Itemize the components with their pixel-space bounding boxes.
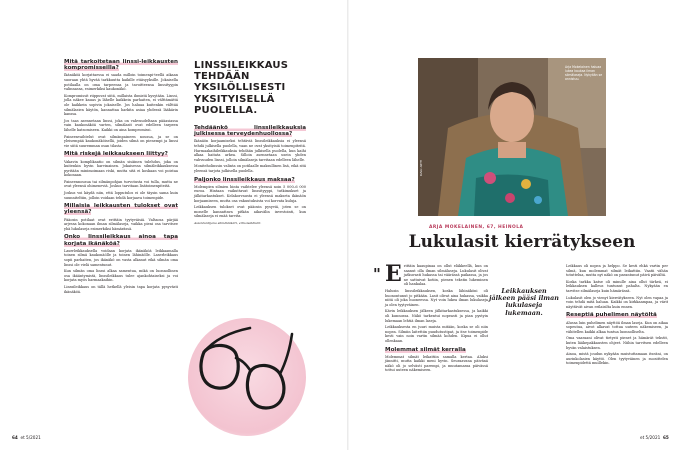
left-column-2	[194, 122, 306, 227]
portrait-photo	[418, 58, 606, 216]
photo-caption: Arja Mokelainen haluaa lukea kaukaa ilman silmälaseja. Nykyään se onnistuu.	[565, 65, 603, 81]
body-paragraph: Paineennousua tai silmänpohjan turvotusta voi tulla, mutta ne ovat yleensä ohimeneviä. Joskus tarvitaan lisätoimenpiteitä.	[64, 179, 178, 189]
subheading	[385, 347, 488, 353]
subheading	[64, 203, 178, 215]
subheading-text: Reseptiä puhelimen näytöltä	[566, 312, 657, 319]
body-paragraph: Moniteholinssin valinta on potilaalle maksullinen lisä, eikä sitä yleensä tarjota julkisella puolella.	[194, 164, 306, 173]
subheading-text: Tehdäänkö linssileikkauksia julkisessa terveydenhuollossa?	[194, 125, 306, 138]
portrait-illustration	[418, 58, 606, 216]
article-byline: ARJA MOKELAINEN, 67, HEINOLA	[429, 225, 524, 230]
subheading-text: Paljonko linssileikkaus maksaa?	[194, 176, 295, 183]
body-paragraph: Lukulasit olen jo vienyt kierrätykseen. Nyt olen vapaa ja voin tehdä mitä haluan. Kaikki on kirkkaampaa, ja värit näyttävät aivan erilaisilta kuin ennen.	[566, 295, 668, 309]
left-page-footer	[12, 435, 41, 440]
subheading-text: Onko linssileikkaus ainoa tapa korjata ikänäköä?	[64, 234, 178, 247]
right-column-1	[385, 261, 488, 375]
body-paragraph: Ainoa, mistä joudun nykyään muistuttamaan itseäni, on aurinkolasien käyttö. Olen tyytyväinen ja suosittelen toimenpidettä muillekin.	[566, 352, 668, 366]
body-paragraph: Kompromissit riippuvat siitä, millaista ihmistä kysytään. Linssi, jolla näkee kauas ja lähelle kaikkein parhaiten, ei välttämättä ole kaikkein sopivin jokaiselle. Jos haluaa kuitenkin välttää silmälasien käytön, kannattaa harkita asiaa yhdessä lääkärin kanssa.	[64, 93, 178, 117]
body-paragraph: Leikkaus oli nopea ja helppo. Se kesti ehkä vartin per silmä, kun molemmat silmät leikattiin. Vaatii vähän totuttelua, mutta nyt näkö on parantunut päivä päivältä.	[566, 264, 668, 278]
subheading	[64, 234, 178, 246]
body-paragraph: Kävin leikkauksen jälkeen jälkitarkastuksessa, ja kaikki oli kunnossa. Näkö tarkentui nopeasti ja pian pystyin lukemaan lehtiä ilman laseja.	[385, 309, 488, 323]
magazine-issue-left: et 5/2021	[20, 435, 41, 440]
subheading	[194, 177, 306, 183]
body-paragraph: Molempien silmien hinta vaihtelee yleensä noin 5 000–6 000 euroa. Hintaan vaikuttavat linssityyppi, tutkimukset ja jälkitarkastukset. Kelakorvausta ei yleensä makseta ikänäön korjaamiseen, mutta osa vakuutuksista voi korvata kuluja.	[194, 184, 306, 203]
body-paragraph: Halusin linssileikkauksen, koska lähinäköni oli huonontunut jo pitkään. Lasit olivat aina hukassa, vaikka niitä oli joka huoneessa. Nyt voin lukea ilman lukulaseja ja olen tyytyväinen.	[385, 288, 488, 307]
right-page-footer	[640, 435, 669, 440]
subheading-text: Molemmat silmät kerralla	[385, 346, 466, 353]
body-paragraph: Koska tarkka katse oli minulle aina ollut tärkeä, ei leikkauksen kalleus tuntunut pahalta. Nykyään en tarvitse silmälaseja kuin hämärässä.	[566, 279, 668, 293]
body-paragraph: Alussa luin puhelimen näyttöä ilman laseja. Kun on aikaa sopeutua, aivot alkavat tottua uuteen näkemiseen, ja vähitellen kaikki alkaa tuntua luonnolliselta.	[566, 320, 668, 334]
page-number-right: 65	[662, 435, 669, 440]
subheading	[194, 125, 306, 137]
body-paragraph: Linssileikkaus on tällä hetkellä yleisin tapa korjata pysyvästi ikänäköä.	[64, 285, 178, 294]
subheading	[566, 312, 668, 318]
eyeglasses-icon	[190, 322, 302, 422]
subheading-text: Millaisia leikkausten tulokset ovat yleensä?	[64, 203, 178, 216]
expert-note: Asiantuntijana silmälääkäri, erikoislääkäri.	[194, 220, 262, 225]
magazine-issue-right: et 5/2021	[640, 435, 661, 440]
body-paragraph: Laserleikkauksella voidaan korjata ikänäköä leikkaamalla toinen silmä kaukonäölle ja toinen lähinäölle. Laserleikkaus sopii parhaiten, jos ikänäkö on vasta alkanut eikä silmän oma linssi ole vielä samentunut.	[64, 248, 178, 267]
right-column-2	[566, 264, 668, 368]
body-paragraph: Pääosin potilaat ovat erittäin tyytyväisiä. Valtaosa pärjää arjessa kokonaan ilman silmälaseja, vaikka pieni osa tarvitsee yhä lukulaseja esimerkiksi hämärässä.	[64, 217, 178, 231]
page-gutter	[347, 0, 349, 450]
drop-cap: E	[385, 261, 402, 287]
subheading	[64, 59, 178, 71]
photo-credit: KUVA: ANTTI	[420, 159, 423, 176]
pull-quote-left: LINSSILEIKKAUS TEHDÄÄN YKSILÖLLISESTI YKSITYISELLÄ PUOLELLA.	[194, 60, 289, 116]
body-paragraph: Ikänäköä korjattaessa ei saada milloin toimenpi-teellä aikaan suoraan yhtä hyvää tarkkuutta kaikille etäisyyksille. Jokaisella potilaalla on oma tarpeensa ja tavoitteensa linssityypin valinnassa, esimerkiksi kaukonäkö.	[64, 73, 178, 92]
page-number-left: 64	[12, 435, 18, 440]
body-paragraph: Molemmat silmät leikattiin samalla kertaa. Aluksi jännitti, mutta kaikki meni hyvin. Seuraavana päivänä näkö oli jo selvästi parempi, ja muutamassa päivässä tottui uuteen näkemiseen.	[385, 354, 488, 373]
body-paragraph: Kun silmän oma linssi alkaa samentua, mikä on luonnollinen osa ikääntymistä, linssileikkaus tulee ajankohtaiseksi ja voi korjata myös harmaakaihin.	[64, 269, 178, 283]
body-paragraph: rittäin kaaupinaa on ollut eläkkeellä, kun on saanut olla ilman silmälaseja. Lukulasit olivat jatkuvasti hukassa tai väärässä paikassa, ja jos ne sattuivat kotiin, pienen tekstin lukeminen oli hankalaa.	[403, 264, 488, 287]
body-paragraph: Joskus voi käydä niin, että lopputulos ei ole täysin sama kuin suunniteltiin, jolloin voidaan tehdä korjaava toimenpide.	[64, 191, 178, 200]
body-paragraph: Paineenvaihtelut ovat silmänpaineen nousua, ja se on yleisempää kaukonäköisellä, joiden silmä on pienempi ja linssi vie siitä suuremman osan tilasta.	[64, 134, 178, 148]
left-column-1	[64, 56, 178, 296]
article-headline: Lukulasit kierrätykseen	[408, 232, 636, 252]
body-paragraph: Ikänäön korjaamiseksi tehtäviä linssileikkauksia ei yleensä tehdä julkisella puolella, vaan ne ovat yksityisiä toimenpiteitä. Harmaakaihileikkauksia tehdään julkisella puolella, kun kaihi alkaa haitata arkea. Silloin asennetaan usein yhden vahvuuden linssi, jolloin silmälaseja tarvitaan edelleen lähelle.	[194, 139, 306, 162]
quote-mark-icon: "	[373, 265, 381, 283]
body-paragraph: Oma vaaraani olivat tietysti pienet ja hämärät tekstit, kuten lääkepakkausten ohjeet. Niihin tarvitsen edelleen hyvän valaistuksen.	[566, 336, 668, 350]
subheading	[64, 151, 178, 157]
subheading-text: Mitä riskejä leikkaukseen liittyy?	[64, 151, 168, 158]
body-paragraph: Jos taas asennetaan linssi, joka on vahvuudeltaan pääasiassa vain kaukonäköä varten, silmälasit ovat edelleen tarpeen lähelle katsomiseen. Kaikki on aina kompromissi.	[64, 118, 178, 132]
body-paragraph: Vakavin komplikaatio on silmän sisäinen tulehdus, joka on kuitenkin hyvin harvinainen. Jokaisessa silmäleikkauksessa pyritään minimoimaan riski, mutta sitä ei koskaan voi poistaa kokonaan.	[64, 159, 178, 178]
subheading-text: Mitä tarkoitetaan linssi-leikkausten kompromisseilla?	[64, 59, 178, 72]
body-paragraph: Leikkauksesta en juuri muista mitään, koska se oli niin nopea. Silmiin laitettiin puudutustipat, ja itse toimenpide kesti vain noin vartin silmää kohden. Kipua ei ollut ollenkaan.	[385, 325, 488, 343]
body-paragraph: Leikkauksen tulokset ovat pääosin pysyviä, joten se on monelle kannattava pitkän aikavälin investointi, kun silmälaseja ei enää tarvita.	[194, 205, 306, 219]
pull-quote-right: Leikkauksen jälkeen pääsi ilman lukulaseja lukemaan.	[489, 287, 559, 317]
